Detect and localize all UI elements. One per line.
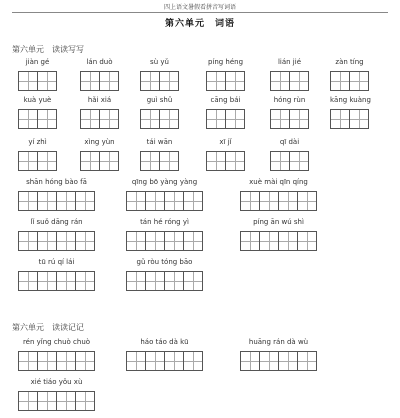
writing-boxes xyxy=(126,271,202,291)
word-item xyxy=(206,96,245,136)
pinyin-label: rén yǐng chuò chuò xyxy=(22,338,91,346)
tianzige-cell[interactable] xyxy=(297,191,317,211)
tianzige-cell[interactable] xyxy=(183,351,203,371)
word-item xyxy=(80,96,119,136)
tianzige-cell[interactable] xyxy=(37,71,57,91)
word-item xyxy=(206,58,245,98)
word-item xyxy=(80,138,119,178)
tianzige-cell[interactable] xyxy=(270,71,290,91)
tianzige-cell[interactable] xyxy=(75,191,95,211)
tianzige-cell[interactable] xyxy=(259,191,279,211)
writing-boxes xyxy=(140,71,178,91)
header-text: 四上语文暑假看拼音写词语 xyxy=(163,4,236,11)
tianzige-cell[interactable] xyxy=(145,271,165,291)
tianzige-cell[interactable] xyxy=(56,351,76,371)
tianzige-cell[interactable] xyxy=(37,151,57,171)
tianzige-cell[interactable] xyxy=(330,71,350,91)
tianzige-cell[interactable] xyxy=(206,151,226,171)
writing-boxes xyxy=(18,391,94,411)
writing-boxes xyxy=(270,151,308,171)
word-item xyxy=(18,138,57,178)
tianzige-cell[interactable] xyxy=(159,109,179,129)
tianzige-cell[interactable] xyxy=(126,231,146,251)
tianzige-cell[interactable] xyxy=(99,151,119,171)
tianzige-cell[interactable] xyxy=(18,109,38,129)
tianzige-cell[interactable] xyxy=(37,191,57,211)
tianzige-cell[interactable] xyxy=(259,231,279,251)
pinyin-label: lán duò xyxy=(86,58,113,66)
writing-boxes xyxy=(206,151,244,171)
word-item xyxy=(126,258,203,298)
tianzige-cell[interactable] xyxy=(37,351,57,371)
word-item xyxy=(330,96,369,136)
tianzige-cell[interactable] xyxy=(225,151,245,171)
tianzige-cell[interactable] xyxy=(183,191,203,211)
pinyin-label: xī jǐ xyxy=(219,138,232,146)
pinyin-label: tái wān xyxy=(146,138,173,146)
writing-boxes xyxy=(80,151,118,171)
tianzige-cell[interactable] xyxy=(278,191,298,211)
tianzige-cell[interactable] xyxy=(56,231,76,251)
tianzige-cell[interactable] xyxy=(206,109,226,129)
writing-boxes xyxy=(206,109,244,129)
tianzige-cell[interactable] xyxy=(56,271,76,291)
tianzige-cell[interactable] xyxy=(37,271,57,291)
word-item xyxy=(240,338,317,378)
pinyin-label: gǔ ròu tóng bāo xyxy=(136,258,193,266)
writing-boxes xyxy=(18,71,56,91)
tianzige-cell[interactable] xyxy=(278,231,298,251)
tianzige-cell[interactable] xyxy=(75,351,95,371)
writing-boxes xyxy=(126,231,202,251)
tianzige-cell[interactable] xyxy=(75,271,95,291)
tianzige-cell[interactable] xyxy=(259,351,279,371)
word-item xyxy=(80,58,119,98)
writing-boxes xyxy=(80,71,118,91)
tianzige-cell[interactable] xyxy=(297,231,317,251)
pinyin-label: píng ān wú shì xyxy=(253,218,304,226)
tianzige-cell[interactable] xyxy=(75,391,95,411)
tianzige-cell[interactable] xyxy=(183,231,203,251)
writing-boxes xyxy=(140,151,178,171)
word-item xyxy=(18,58,57,98)
tianzige-cell[interactable] xyxy=(289,71,309,91)
tianzige-cell[interactable] xyxy=(240,351,260,371)
tianzige-cell[interactable] xyxy=(37,109,57,129)
tianzige-cell[interactable] xyxy=(159,151,179,171)
word-item xyxy=(18,378,95,418)
tianzige-cell[interactable] xyxy=(225,71,245,91)
writing-boxes xyxy=(240,351,316,371)
word-item xyxy=(140,138,179,178)
tianzige-cell[interactable] xyxy=(126,191,146,211)
word-item xyxy=(270,96,309,136)
word-item xyxy=(126,178,203,218)
pinyin-label: shān hóng bào fā xyxy=(26,178,87,186)
writing-boxes xyxy=(18,151,56,171)
writing-boxes xyxy=(270,109,308,129)
header-divider xyxy=(12,12,388,13)
word-item xyxy=(18,178,95,218)
pinyin-label: tū rú qí lái xyxy=(38,258,75,266)
pinyin-label: tán hé róng yì xyxy=(140,218,189,226)
tianzige-cell[interactable] xyxy=(18,151,38,171)
tianzige-cell[interactable] xyxy=(18,271,38,291)
writing-boxes xyxy=(206,71,244,91)
pinyin-label: cāng bái xyxy=(210,96,241,104)
tianzige-cell[interactable] xyxy=(37,391,57,411)
word-item xyxy=(270,58,309,98)
writing-boxes xyxy=(18,109,56,129)
word-item xyxy=(18,258,95,298)
word-item xyxy=(270,138,309,178)
tianzige-cell[interactable] xyxy=(164,351,184,371)
tianzige-cell[interactable] xyxy=(140,109,160,129)
tianzige-cell[interactable] xyxy=(99,109,119,129)
pinyin-label: huāng rán dà wù xyxy=(248,338,309,346)
writing-boxes xyxy=(126,351,202,371)
word-item xyxy=(126,338,203,378)
writing-boxes xyxy=(18,191,94,211)
tianzige-cell[interactable] xyxy=(270,151,290,171)
pinyin-label: xié tiáo yǒu xù xyxy=(30,378,83,386)
tianzige-cell[interactable] xyxy=(240,231,260,251)
pinyin-label: yí zhì xyxy=(28,138,47,146)
tianzige-cell[interactable] xyxy=(240,191,260,211)
word-item xyxy=(330,58,369,98)
tianzige-cell[interactable] xyxy=(126,271,146,291)
tianzige-cell[interactable] xyxy=(225,109,245,129)
tianzige-cell[interactable] xyxy=(278,351,298,371)
pinyin-label: hóng rùn xyxy=(273,96,306,104)
section-title: 第六单元 读读写写 xyxy=(12,45,84,54)
word-item xyxy=(126,218,203,258)
tianzige-cell[interactable] xyxy=(140,71,160,91)
tianzige-cell[interactable] xyxy=(18,351,38,371)
tianzige-cell[interactable] xyxy=(349,109,369,129)
pinyin-label: píng héng xyxy=(207,58,244,66)
writing-boxes xyxy=(126,191,202,211)
writing-boxes xyxy=(240,231,316,251)
top-header xyxy=(0,2,400,14)
tianzige-cell[interactable] xyxy=(80,71,100,91)
writing-boxes xyxy=(330,71,368,91)
pinyin-label: kāng kuàng xyxy=(330,96,371,104)
pinyin-label: xìng yùn xyxy=(84,138,115,146)
tianzige-cell[interactable] xyxy=(159,71,179,91)
writing-boxes xyxy=(18,231,94,251)
tianzige-cell[interactable] xyxy=(80,109,100,129)
tianzige-cell[interactable] xyxy=(270,109,290,129)
pinyin-label: lǐ suǒ dāng rán xyxy=(30,218,83,226)
word-item xyxy=(240,218,317,258)
tianzige-cell[interactable] xyxy=(126,351,146,371)
tianzige-cell[interactable] xyxy=(145,191,165,211)
writing-boxes xyxy=(270,71,308,91)
word-item xyxy=(240,178,317,218)
word-item xyxy=(206,138,245,178)
tianzige-cell[interactable] xyxy=(206,71,226,91)
section-title: 第六单元 读读记记 xyxy=(12,323,84,332)
writing-boxes xyxy=(330,109,368,129)
tianzige-cell[interactable] xyxy=(145,351,165,371)
word-item xyxy=(18,218,95,258)
tianzige-cell[interactable] xyxy=(18,231,38,251)
tianzige-cell[interactable] xyxy=(289,109,309,129)
writing-boxes xyxy=(18,271,94,291)
tianzige-cell[interactable] xyxy=(99,71,119,91)
tianzige-cell[interactable] xyxy=(18,391,38,411)
tianzige-cell[interactable] xyxy=(18,71,38,91)
pinyin-label: hǎi xiá xyxy=(87,96,112,104)
tianzige-cell[interactable] xyxy=(164,191,184,211)
word-item xyxy=(140,58,179,98)
tianzige-cell[interactable] xyxy=(164,231,184,251)
pinyin-label: qī dài xyxy=(279,138,300,146)
tianzige-cell[interactable] xyxy=(297,351,317,371)
pinyin-label: qīng bō yàng yàng xyxy=(131,178,198,186)
tianzige-cell[interactable] xyxy=(75,231,95,251)
tianzige-cell[interactable] xyxy=(56,391,76,411)
writing-boxes xyxy=(80,109,118,129)
pinyin-label: zàn tíng xyxy=(335,58,364,66)
tianzige-cell[interactable] xyxy=(145,231,165,251)
tianzige-cell[interactable] xyxy=(37,231,57,251)
pinyin-label: xuè mài qīn qíng xyxy=(249,178,308,186)
tianzige-cell[interactable] xyxy=(140,151,160,171)
tianzige-cell[interactable] xyxy=(289,151,309,171)
writing-boxes xyxy=(240,191,316,211)
writing-boxes xyxy=(18,351,94,371)
word-item xyxy=(18,338,95,378)
writing-boxes xyxy=(140,109,178,129)
pinyin-label: guì shǔ xyxy=(146,96,173,104)
tianzige-cell[interactable] xyxy=(80,151,100,171)
pinyin-label: jiàn gé xyxy=(25,58,50,66)
pinyin-label: sù yǔ xyxy=(150,58,169,66)
page-title: 第六单元 词语 xyxy=(164,19,235,29)
tianzige-cell[interactable] xyxy=(164,271,184,291)
pinyin-label: lián jié xyxy=(277,58,302,66)
pinyin-label: háo táo dà kū xyxy=(140,338,189,346)
tianzige-cell[interactable] xyxy=(183,271,203,291)
word-item xyxy=(18,96,57,136)
pinyin-label: kuà yuè xyxy=(23,96,52,104)
word-item xyxy=(140,96,179,136)
tianzige-cell[interactable] xyxy=(330,109,350,129)
tianzige-cell[interactable] xyxy=(18,191,38,211)
tianzige-cell[interactable] xyxy=(56,191,76,211)
tianzige-cell[interactable] xyxy=(349,71,369,91)
